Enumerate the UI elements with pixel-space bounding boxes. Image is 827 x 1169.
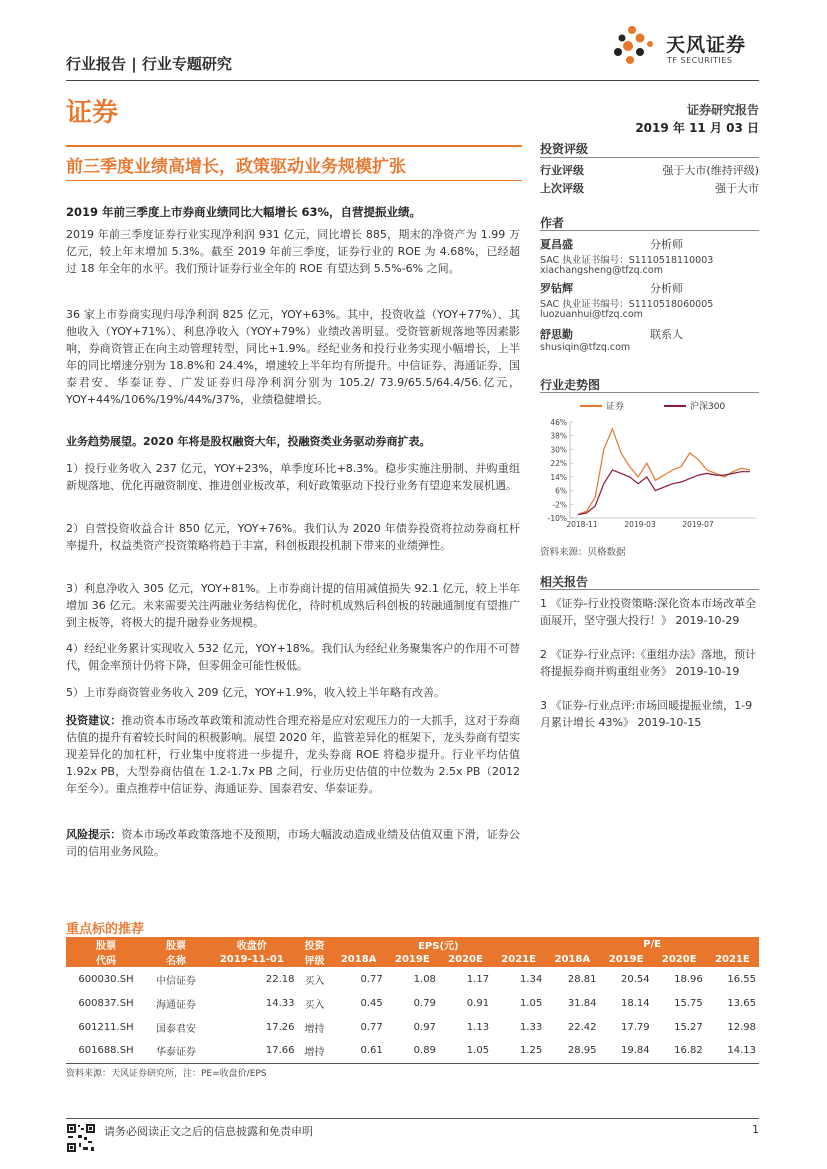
- rating-row: [540, 180, 759, 196]
- related-title: 相关报告: [540, 575, 589, 589]
- report-category: 行业报告 | 行业专题研究: [66, 55, 232, 73]
- author-name: 夏昌盛: [540, 238, 573, 251]
- table-cell: 增持: [304, 1023, 325, 1035]
- table-cell: 601688.SH: [66, 1039, 146, 1063]
- paragraph-10-text: 资本市场改革政策落地不及预期，市场大幅波动造成业绩及估值双重下滑，证券公司的信用业务风险。: [66, 828, 520, 858]
- page-title: 前三季度业绩高增长，政策驱动业务规模扩张: [66, 157, 406, 177]
- table-header-cell: 代码: [66, 952, 146, 967]
- table-title: 重点标的推荐: [66, 922, 145, 937]
- author-sac: SAC 执业证书编号：S1110518060005: [540, 299, 714, 310]
- table-cell: 0.91: [466, 997, 490, 1009]
- author-sac: SAC 执业证书编号：S1110518110003: [540, 255, 714, 266]
- table-cell: 1.05: [519, 997, 543, 1009]
- table-cell: 19.84: [600, 1039, 653, 1063]
- paragraph-8: 5）上市券商资管业务收入 209 亿元，YOY+1.9%，收入较上半年略有改善。: [66, 686, 446, 699]
- table-row: [66, 991, 759, 1015]
- rating-value: 强于大市: [715, 182, 759, 195]
- title-underline: [66, 180, 522, 181]
- table-header-cell: 评级: [298, 952, 332, 967]
- author-email[interactable]: shusiqin@tfzq.com: [540, 342, 631, 353]
- paragraph-6: 3）利息净收入 305 亿元，YOY+81%。上市券商计提的信用减值损失 92.1 亿元，较上半年增加 36 亿元。未来需要关注两融业务结构优化，待时机成熟后科创板的转融通制度有望推广到主板等，将极大的提升融券业务规模。: [66, 582, 520, 629]
- table-cell: 0.77: [360, 1021, 383, 1033]
- y-tick-label: -2%: [552, 500, 567, 510]
- rating-key: 行业评级: [540, 164, 584, 177]
- table-cell: 20.54: [621, 973, 650, 985]
- related-divider: [540, 589, 759, 590]
- table-cell: 16.82: [653, 1039, 706, 1063]
- table-cell: 31.84: [567, 997, 597, 1009]
- table-cell: 600030.SH: [78, 973, 134, 985]
- related-report-item[interactable]: 1 《证券-行业投资策略:深化资本市场改革全面展开，坚守强大投行！》 2019-10-29: [540, 597, 757, 627]
- paragraph-3-text: 2020 年将是股权融资大年，投融资类业务驱动券商扩表。: [143, 435, 431, 448]
- table-cell: 14.13: [706, 1039, 759, 1063]
- paragraph-10: [66, 826, 520, 860]
- table-cell: 28.81: [567, 973, 597, 985]
- x-tick-label: 2018-11: [566, 520, 598, 529]
- paragraph-9-text: 推动资本市场改革政策和流动性合理充裕是应对宏观压力的一大抓手，这对于券商估值的提升有着较长时间的积极影响。展望 2020 年，监管差异化的框架下，龙头券商有望实现差异化的加杠杆，行业集中度将进一步提升，龙头券商 ROE 将稳步提升。行业平均估值 1.92x PB，大型券商估值在 1.2-1.7x PB 之间，行业历史估值的中位数为 2.5x PB（2012 年至今）。重点推荐中信证券、海通证券、国泰君安、华泰证券。: [66, 714, 520, 795]
- table-cell: 28.95: [545, 1039, 599, 1063]
- author-name-row: [540, 236, 683, 252]
- table-cell: 1.13: [466, 1021, 490, 1033]
- table-cell: 1.34: [519, 973, 543, 985]
- table-cell: 1.17: [466, 973, 490, 985]
- table-row: [66, 1039, 759, 1063]
- table-header-cell: 收盘价: [206, 937, 297, 952]
- paragraph-1: 2019 年前三季度证券行业实现净利润 931 亿元，同比增长 885，期末的净资产为 1.99 万亿元，较上年末增加 5.3%。截至 2019 年前三季度，证券行业的 ROE 为 4.68%，已经超过 18 年全年的水平。我们预计证券行业全年的 ROE 有望达到 5.5%-6% 之间。: [66, 228, 520, 275]
- table-header-cell: 2019E: [600, 952, 653, 967]
- table-row: [66, 1015, 759, 1039]
- authors-title: 作者: [540, 216, 565, 230]
- chart-source: 资料来源：贝格数据: [540, 547, 626, 558]
- related-report-item[interactable]: 2 《证券-行业点评:《重组办法》落地，预计将提振券商并购重组业务》 2019-10-19: [540, 648, 757, 678]
- table-cell: 18.14: [621, 997, 650, 1009]
- author-email[interactable]: luozuanhui@tfzq.com: [540, 309, 643, 320]
- y-tick-label: 6%: [555, 486, 567, 496]
- stock-table: [66, 937, 759, 1064]
- footer-divider: [66, 1118, 759, 1119]
- table-header-cell: P/E: [545, 937, 759, 952]
- table-cell: 0.61: [331, 1039, 385, 1063]
- table-header-cell: 2019-11-01: [206, 952, 297, 967]
- table-cell: 买入: [304, 999, 325, 1011]
- y-tick-label: 38%: [550, 431, 567, 441]
- paragraph-4: 1）投行业务收入 237 亿元，YOY+23%，单季度环比+8.3%。稳步实施注册制、并购重组新规落地、优化再融资制度、推进创业板改革，利好政策驱动下投行业务有望迎来发展机遇。: [66, 462, 520, 492]
- rating-row: [540, 162, 759, 178]
- table-header-cell: 2021E: [492, 952, 545, 967]
- table-cell: 1.33: [519, 1021, 543, 1033]
- table-cell: 海通证券: [156, 999, 197, 1011]
- table-header-cell: 2018A: [331, 952, 385, 967]
- table-cell: 中信证券: [156, 975, 197, 987]
- author-role: 分析师: [650, 282, 683, 295]
- paragraph-9: [66, 712, 520, 797]
- author-name: 罗钻辉: [540, 282, 573, 295]
- table-cell: 华泰证券: [146, 1039, 206, 1063]
- rating-divider: [540, 157, 759, 158]
- table-cell: 1.25: [492, 1039, 545, 1063]
- table-header-cell: 股票: [146, 937, 206, 952]
- table-cell: 0.79: [413, 997, 436, 1009]
- table-cell: 16.55: [727, 973, 756, 985]
- table-cell: 17.26: [265, 1021, 295, 1033]
- author-role: 联系人: [650, 328, 683, 341]
- table-header-row: [66, 937, 759, 952]
- y-tick-label: -10%: [547, 514, 567, 523]
- table-cell: 601211.SH: [78, 1021, 134, 1033]
- report-date: 2019 年 11 月 03 日: [635, 121, 759, 135]
- table-header-cell: 2020E: [439, 952, 492, 967]
- table-header-cell: 2021E: [706, 952, 759, 967]
- table-cell: 12.98: [727, 1021, 756, 1033]
- rating-value: 强于大市(维持评级): [662, 164, 759, 177]
- table-cell: 15.75: [674, 997, 703, 1009]
- paragraph-7: 4）经纪业务累计实现收入 532 亿元，YOY+18%。我们认为经纪业务聚集客户的作用不可替代，佣金率预计仍将下降，但零佣金可能性极低。: [66, 642, 520, 672]
- table-cell: 1.08: [413, 973, 436, 985]
- table-cell: 18.96: [674, 973, 703, 985]
- lead-summary: 2019 年前三季度上市券商业绩同比大幅增长 63%，自营提振业绩。: [66, 205, 422, 219]
- trend-chart: [540, 398, 759, 530]
- header-divider: [66, 80, 759, 81]
- page-number: 1: [752, 1123, 759, 1136]
- related-report-item[interactable]: 3 《证券-行业点评:市场回暖提振业绩，1-9 月累计增长 43%》 2019-10-15: [540, 699, 753, 729]
- paragraph-2: 36 家上市券商实现归母净利润 825 亿元，YOY+63%。其中，投资收益（YOY+77%）、其他收入（YOY+71%）、利息净收入（YOY+79%）业绩改善明显。受资管新规落地等因素影响，券商资管正在向主动管理转型，同比+1.9%。经纪业务和投行业务实现小幅增长，上半年的同比增速分别为 18.8%和 24.4%，增速较上半年均有所提升。中信证券、海通证券、国泰君安、华泰证券、广发证券归母净利润分别为 105.2/ 73.9/65.5/64.4/56.亿元，YOY+44%/106%/19%/44%/37%，业绩稳健增长。: [66, 308, 520, 406]
- series-line-securities: [578, 429, 750, 515]
- y-tick-label: 22%: [550, 459, 567, 469]
- legend-label: 证券: [606, 402, 625, 412]
- table-header-cell: 股票: [66, 937, 146, 952]
- author-email[interactable]: xiachangsheng@tfzq.com: [540, 265, 663, 276]
- legend-label: 沪深300: [690, 402, 726, 412]
- title-bar: [66, 145, 522, 147]
- table-cell: 17.66: [206, 1039, 297, 1063]
- authors-divider: [540, 230, 759, 231]
- y-tick-label: 14%: [550, 472, 567, 482]
- table-header-cell: 2018A: [545, 952, 599, 967]
- x-tick-label: 2019-07: [682, 520, 714, 529]
- paragraph-5: 2）自营投资收益合计 850 亿元，YOY+76%。我们认为 2020 年债券投资将拉动券商杠杆率提升，权益类资产投资策略将趋于丰富，科创板跟投机制下带来的业绩弹性。: [66, 522, 520, 552]
- table-cell: 0.97: [413, 1021, 436, 1033]
- table-header-cell: 名称: [146, 952, 206, 967]
- paragraph-3-label: 业务趋势展望。: [66, 435, 143, 448]
- rating-key: 上次评级: [540, 182, 584, 195]
- table-cell: 14.33: [265, 997, 295, 1009]
- rating-title: 投资评级: [540, 142, 589, 156]
- table-cell: 买入: [304, 975, 325, 987]
- report-type: 证券研究报告: [686, 103, 759, 117]
- author-role: 分析师: [650, 238, 683, 251]
- table-source: 资料来源：天风证券研究所，注：PE=收盘价/EPS: [66, 1069, 267, 1079]
- sector-name: 证券: [66, 98, 119, 128]
- table-cell: 1.05: [439, 1039, 492, 1063]
- table-header-cell: 2020E: [653, 952, 706, 967]
- table-header-cell: 投资: [298, 937, 332, 952]
- author-name-row: [540, 280, 683, 296]
- table-cell: 0.89: [386, 1039, 439, 1063]
- table-cell: 0.45: [360, 997, 383, 1009]
- table-cell: 15.27: [674, 1021, 703, 1033]
- trend-divider: [540, 392, 759, 393]
- y-tick-label: 30%: [550, 445, 567, 455]
- x-tick-label: 2019-03: [624, 520, 656, 529]
- paragraph-3: [66, 433, 520, 450]
- logo-subtitle: TF SECURITIES: [667, 56, 733, 65]
- logo-text: 天风证券: [666, 34, 747, 56]
- table-header-cell: EPS(元): [331, 937, 545, 952]
- paragraph-10-label: 风险提示：: [66, 828, 122, 841]
- y-tick-label: 46%: [550, 418, 567, 427]
- trend-title: 行业走势图: [540, 378, 601, 392]
- author-name: 舒思勤: [540, 328, 573, 341]
- table-cell: 17.79: [621, 1021, 650, 1033]
- table-cell: 国泰君安: [156, 1023, 197, 1035]
- table-header-cell: 2019E: [386, 952, 439, 967]
- table-header-row: [66, 952, 759, 967]
- table-row: [66, 967, 759, 991]
- table-cell: 增持: [298, 1039, 332, 1063]
- footer-disclaimer: 请务必阅读正文之后的信息披露和免责申明: [104, 1125, 313, 1138]
- table-cell: 13.65: [727, 997, 756, 1009]
- table-cell: 22.18: [265, 973, 295, 985]
- table-cell: 0.77: [360, 973, 383, 985]
- author-name-row: [540, 326, 683, 342]
- qr-code-icon: [66, 1123, 96, 1153]
- table-cell: 600837.SH: [78, 997, 134, 1009]
- table-cell: 22.42: [567, 1021, 597, 1033]
- paragraph-9-label: 投资建议：: [66, 714, 122, 727]
